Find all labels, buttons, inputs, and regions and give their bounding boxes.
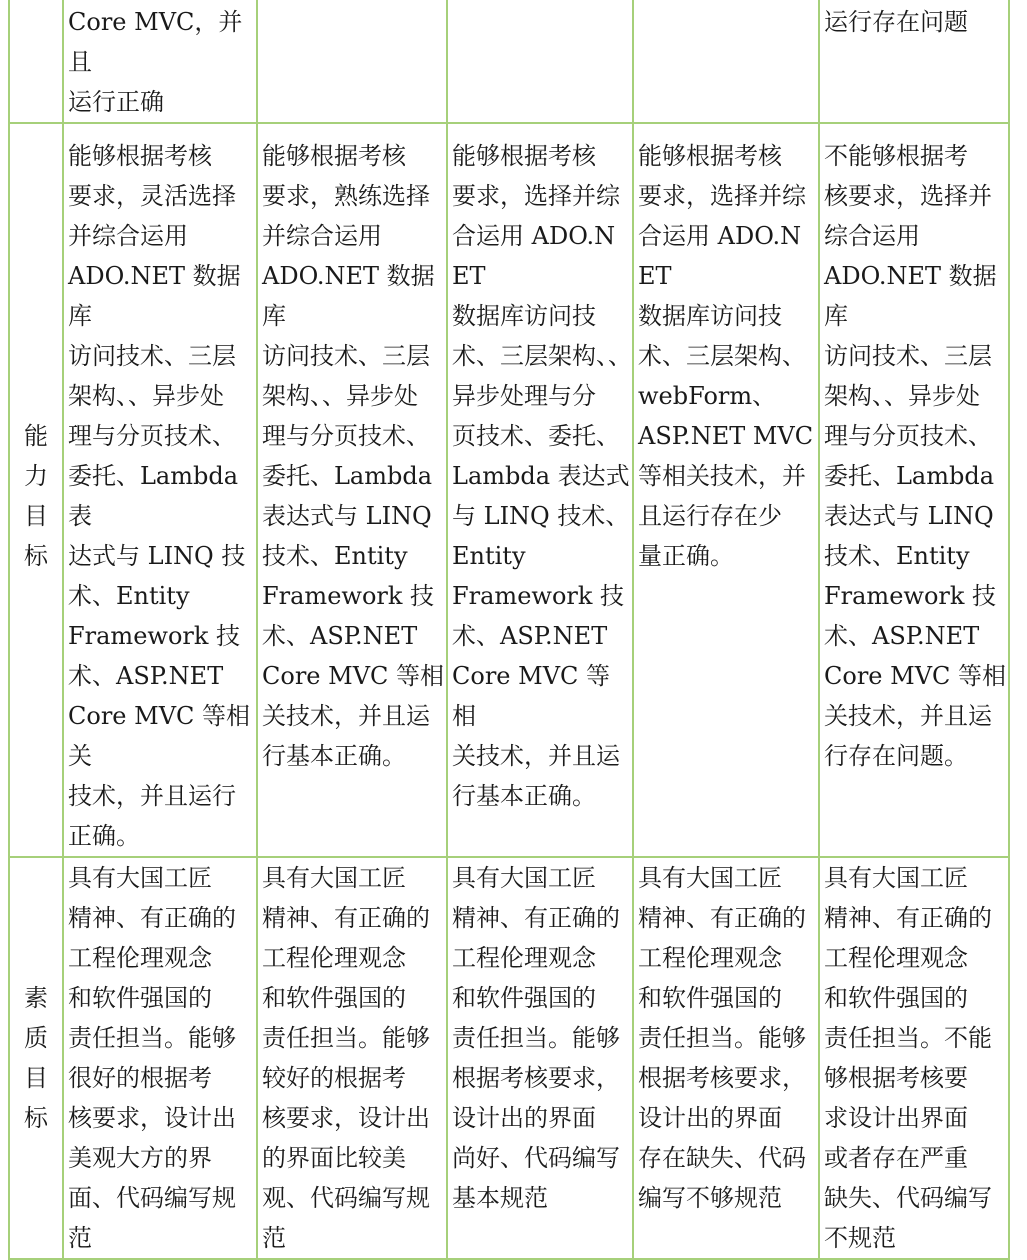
row-header-cell (9, 0, 63, 123)
table-cell: 具有大国工匠 精神、有正确的 工程伦理观念 和软件强国的 责任担当。能够 根据考核要求， 设计出的界面 存在缺失、代码 编写不够规范 (633, 857, 819, 1259)
table-cell: 能够根据考核 要求，熟练选择 并综合运用 ADO.NET 数据库 访问技术、三层 架构、、异步处 理与分页技术、 委托、Lambda 表达式与 LINQ 技术、Entity Framework 技 术、ASP.NET Core MVC 等相 关技术，并且运 行基本正确。 (257, 123, 447, 857)
table-row-top (9, 0, 1009, 123)
table-cell: 具有大国工匠 精神、有正确的 工程伦理观念 和软件强国的 责任担当。能够 根据考核要求， 设计出的界面 尚好、代码编写 基本规范 (447, 857, 633, 1259)
table-cell: 具有大国工匠 精神、有正确的 工程伦理观念 和软件强国的 责任担当。不能 够根据考核要 求设计出界面 或者存在严重 缺失、代码编写 不规范 (819, 857, 1009, 1259)
table-row-quality (9, 857, 1009, 1259)
table-cell: 不能够根据考 核要求，选择并 综合运用 ADO.NET 数据库 访问技术、三层 架构、、异步处 理与分页技术、 委托、Lambda 表达式与 LINQ 技术、Entity Framework 技 术、ASP.NET Core MVC 等相 关技术，并且运 行存在问题。 (819, 123, 1009, 857)
table-row-ability (9, 123, 1009, 857)
table-cell: 能够根据考核 要求，选择并综 合运用 ADO.NET 数据库访问技 术、三层架构、 webForm、 ASP.NET MVC 等相关技术，并 且运行存在少 量正确。 (633, 123, 819, 857)
table-cell: 具有大国工匠 精神、有正确的 工程伦理观念 和软件强国的 责任担当。能够 较好的根据考 核要求，设计出 的界面比较美 观、代码编写规 范 (257, 857, 447, 1259)
table-cell: 能够根据考核 要求，灵活选择 并综合运用 ADO.NET 数据库 访问技术、三层 架构、、异步处 理与分页技术、 委托、Lambda 表 达式与 LINQ 技 术、Entity Framework 技 术、ASP.NET Core MVC 等相关 技术，并且运行 正确。 (63, 123, 257, 857)
table-cell: 具有大国工匠 精神、有正确的 工程伦理观念 和软件强国的 责任担当。能够 很好的根据考 核要求，设计出 美观大方的界 面、代码编写规 范 (63, 857, 257, 1259)
table-cell (447, 0, 633, 123)
table-cell (257, 0, 447, 123)
table-cell: 运行存在问题 (819, 0, 1009, 123)
table-cell: Core MVC，并且 运行正确 (63, 0, 257, 123)
row-header-ability: 能 力 目 标 (9, 123, 63, 857)
assessment-table (8, 0, 1010, 1260)
row-header-quality: 素 质 目 标 (9, 857, 63, 1259)
table-cell: 能够根据考核 要求，选择并综 合运用 ADO.NET 数据库访问技 术、三层架构、、 异步处理与分 页技术、委托、 Lambda 表达式 与 LINQ 技术、 Entity Framework 技 术、ASP.NET Core MVC 等相 关技术，并且运 行基本正确。 (447, 123, 633, 857)
table-cell (633, 0, 819, 123)
